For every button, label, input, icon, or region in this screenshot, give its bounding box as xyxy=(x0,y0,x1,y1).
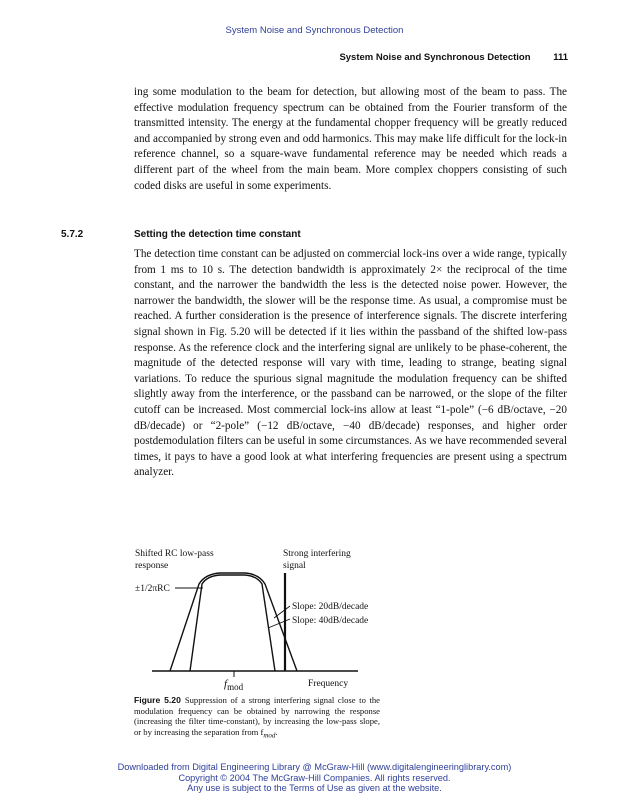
body-paragraph-1: ing some modulation to the beam for detection, but allowing most of the beam to pass. The effective modulation frequency spectrum can be obtained from the Fourier transform of the transmitted intensity. The energy at the fundamental chopper frequency will be greatly reduced and accompanied by strong even and odd harmonics. This may make life difficult for the lock-in reference channel, so a square-wave fundamental reference may be needed which reads a different part of the wheel from the main beam. More complex choppers consisting of such coded disks are useful in some experiments. xyxy=(134,86,567,192)
label-frequency: Frequency xyxy=(308,679,349,689)
caption-text: Suppression of a strong interfering signal close to the modulation frequency can be obtained by narrowing the response (increasing the filter time-constant), by increasing the low-pass slope, or by increasing the separation from f xyxy=(134,695,380,737)
section-heading xyxy=(61,229,301,240)
footer xyxy=(0,762,629,794)
label-shifted-2: response xyxy=(135,561,169,571)
slope20-leader xyxy=(274,606,290,618)
page-number: 111 xyxy=(553,52,568,63)
label-slope20: Slope: 20dB/decade xyxy=(292,602,369,612)
filter-response-diagram xyxy=(125,540,395,695)
label-interfering-1: Strong interfering xyxy=(283,549,351,559)
label-fmod xyxy=(224,678,244,692)
running-head-title: System Noise and Synchronous Detection xyxy=(339,52,531,63)
caption-end: . xyxy=(275,726,278,737)
section-title: Setting the detection time constant xyxy=(134,229,301,240)
label-fmod-main: f xyxy=(224,678,228,690)
label-slope40: Slope: 40dB/decade xyxy=(292,616,369,626)
figure-caption xyxy=(134,695,380,741)
footer-line-2: Copyright © 2004 The McGraw-Hill Companies. All rights reserved. xyxy=(178,772,451,783)
section-number: 5.7.2 xyxy=(61,229,84,240)
footer-line-1[interactable]: Downloaded from Digital Engineering Library @ McGraw-Hill (www.digitalengineeringlibrary.com) xyxy=(117,762,512,772)
body-paragraph-2: The detection time constant can be adjusted on commercial lock-ins over a wide range, typically from 1 ms to 10 s. The detection bandwidth is approximately 2× the reciprocal of the time constant, and the narrower the bandwidth the less is the detected noise power. However, the narrower the bandwidth, the slower will be the response time. As usual, a compromise must be reached. A further consideration is the presence of interference signals. The discrete interfering signal shown in Fig. 5.20 will be detected if it lies within the passband of the shifted low-pass response. As the reference clock and the interfering signal are unlikely to be phase-coherent, the magnitude of the detected response will vary with time, leading to strange, beating signal variations. To reduce the spurious signal magnitude the modulation frequency can be shifted slightly away from the interference, or the passband can be narrowed, or the slope of the filter cutoff can be increased. Most commercial lock-ins allow at least “1-pole” (−6 dB/octave, −20 dB/decade) or “2-pole” (−12 dB/octave, −40 dB/decade) responses, and higher order postdemodulation filters can be useful in some circumstances. As we have recommended several times, it pays to have a good look at what interfering frequencies are present using a spectrum analyzer. xyxy=(134,248,567,479)
top-banner: System Noise and Synchronous Detection xyxy=(225,25,404,36)
caption-label: Figure 5.20 xyxy=(134,695,181,705)
running-head xyxy=(339,52,568,63)
footer-line-3: Any use is subject to the Terms of Use as given at the website. xyxy=(187,783,442,794)
label-fmod-sub: mod xyxy=(227,682,244,692)
figure-5-20 xyxy=(125,540,395,695)
label-bandwidth: ±1/2πRC xyxy=(135,584,170,594)
label-shifted-1: Shifted RC low-pass xyxy=(135,549,214,559)
response-curve-40db xyxy=(190,575,275,671)
caption-sub: mod xyxy=(263,731,276,740)
label-interfering-2: signal xyxy=(283,561,306,571)
